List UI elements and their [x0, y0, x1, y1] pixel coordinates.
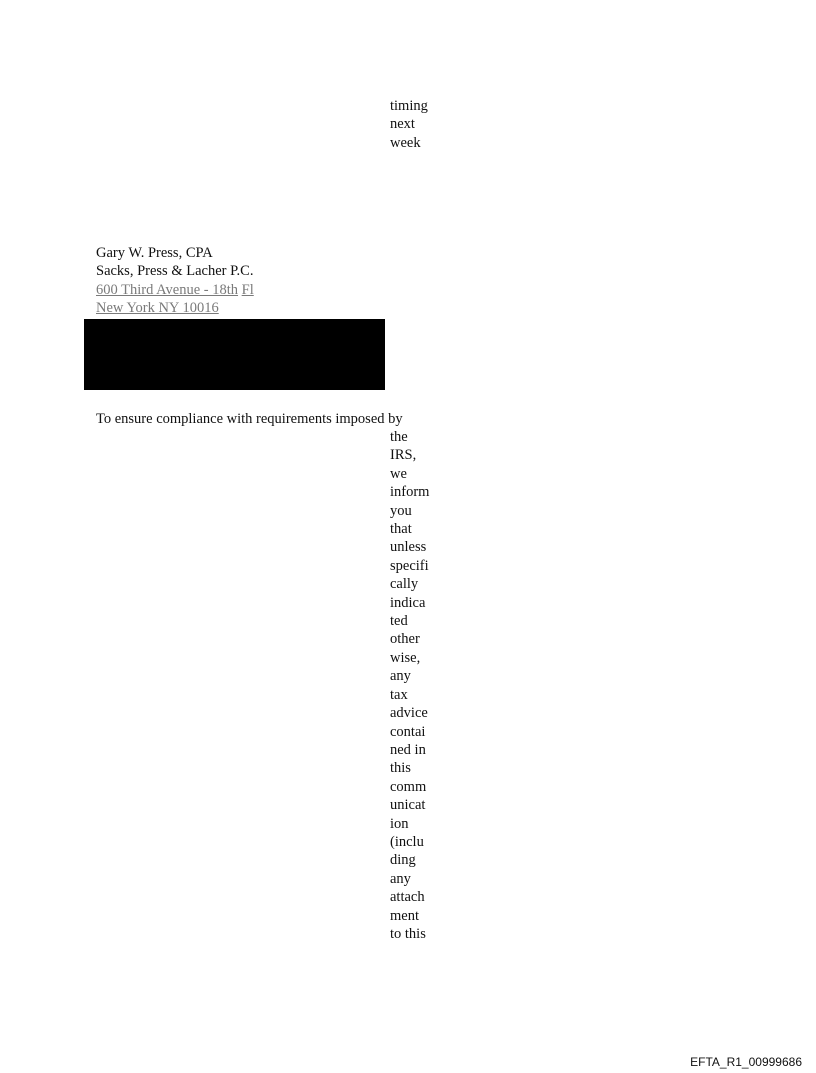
text-line: you: [390, 502, 412, 519]
text-line: indica: [390, 594, 426, 611]
address-link[interactable]: Fl: [241, 281, 254, 298]
signature-firm: Sacks, Press & Lacher P.C.: [96, 263, 254, 280]
text-line: any: [390, 668, 411, 685]
text-line: other: [390, 631, 420, 648]
text-line: to this: [390, 925, 426, 942]
text-line: ion: [390, 815, 409, 832]
text-line: (inclu: [390, 833, 424, 850]
text-line: next: [390, 116, 415, 133]
text-line: this: [390, 760, 411, 777]
text-line: wise,: [390, 649, 421, 666]
text-line: ted: [390, 613, 408, 630]
text-line: tax: [390, 686, 408, 703]
text-line: unicat: [390, 797, 426, 814]
text-line: specifi: [390, 557, 429, 574]
text-line: any: [390, 870, 411, 887]
text-line: the: [390, 429, 408, 445]
text-line: contai: [390, 723, 426, 740]
text-line: advice: [390, 705, 428, 722]
redaction-block: [84, 319, 385, 390]
text-line: IRS,: [390, 447, 417, 464]
document-id-footer: EFTA_R1_00999686: [690, 1055, 802, 1069]
disclaimer-first-line: To ensure compliance with requirements imposed by: [96, 411, 403, 427]
email-signature: [96, 244, 254, 318]
text-line: comm: [390, 778, 427, 795]
text-line: ned in: [390, 741, 426, 758]
message-fragment: [390, 97, 450, 152]
signature-address-line-2: [96, 299, 254, 317]
text-line: cally: [390, 576, 419, 593]
address-link[interactable]: New York NY 10016: [96, 300, 219, 317]
disclaimer-wrapped-text: [390, 428, 450, 943]
text-line: ding: [390, 852, 416, 869]
address-link[interactable]: 600 Third Avenue - 18th: [96, 281, 239, 298]
text-line: timing: [390, 98, 428, 114]
text-line: inform: [390, 484, 430, 501]
text-line: week: [390, 134, 421, 151]
signature-name: Gary W. Press, CPA: [96, 245, 213, 261]
text-line: unless: [390, 539, 427, 556]
text-line: that: [390, 521, 412, 538]
text-line: ment: [390, 907, 419, 924]
text-line: we: [390, 465, 407, 482]
signature-address-line-1: [96, 281, 254, 299]
text-line: attach: [390, 889, 425, 906]
